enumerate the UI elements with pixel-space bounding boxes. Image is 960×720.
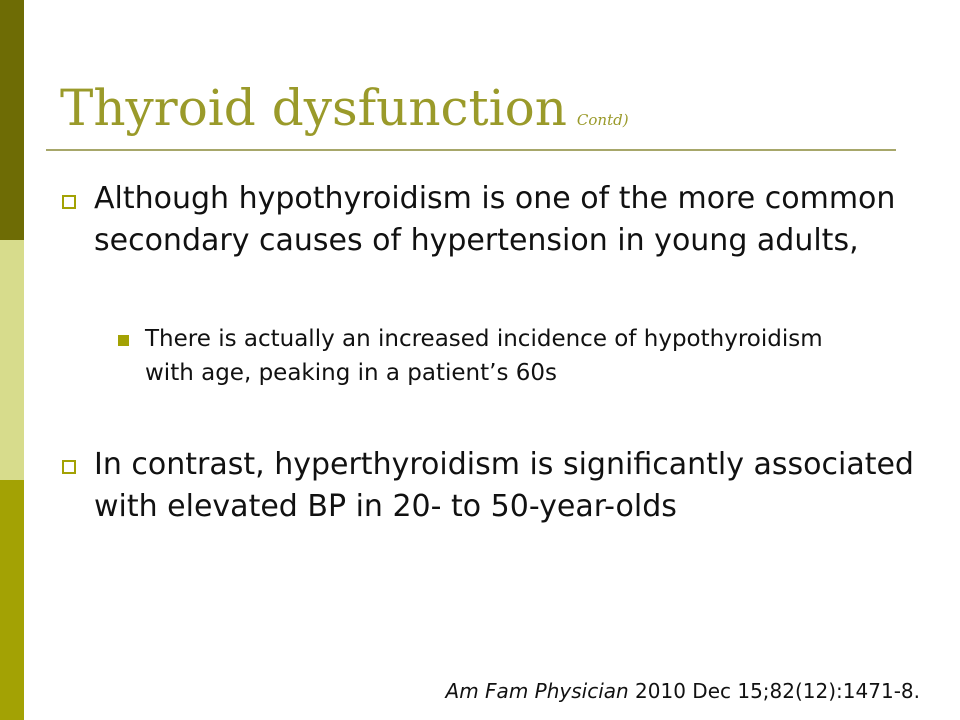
slide-title: [60, 78, 629, 150]
citation-journal: Am Fam Physician: [445, 679, 629, 703]
side-band-bottom: [0, 480, 24, 720]
bullet-1-text: Although hypothyroidism is one of the more common secondary causes of hypertension in young adults,: [94, 181, 896, 258]
sub-bullet-icon: [118, 335, 129, 346]
square-bullet-icon: [62, 195, 76, 209]
sub-bullet-1-text: There is actually an increased incidence of hypothyroidism with age, peaking in a patient’s 60s: [145, 326, 823, 386]
slide-title-suffix: Contd): [576, 111, 629, 129]
square-bullet-icon: [62, 460, 76, 474]
side-band-middle: [0, 240, 24, 480]
bullet-2-text: In contrast, hyperthyroidism is significantly associated with elevated BP in 20- to 50-year-olds: [94, 447, 914, 524]
citation-details: 2010 Dec 15;82(12):1471-8.: [628, 679, 920, 703]
side-band-top: [0, 0, 24, 240]
title-divider: [46, 149, 896, 151]
slide-title-text: Thyroid dysfunction: [60, 79, 567, 137]
citation: [446, 678, 920, 704]
